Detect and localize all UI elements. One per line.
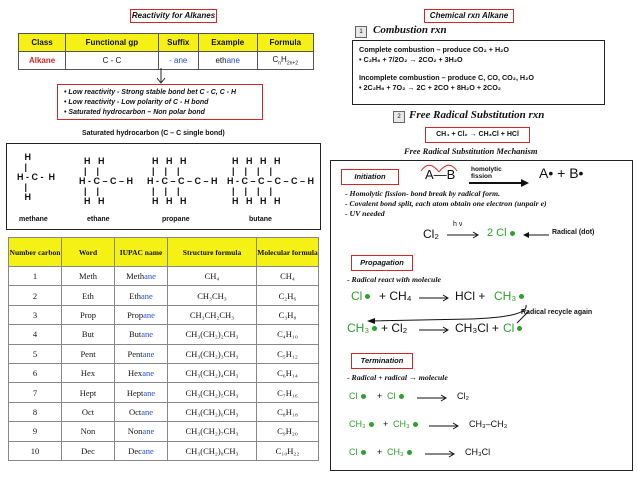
- header-suffix: Suffix: [158, 34, 198, 52]
- cell-number: 4: [9, 325, 62, 344]
- cell-word: But: [62, 325, 115, 344]
- cell-molecular: C₅H₁₂: [257, 344, 319, 363]
- saturated-caption: Saturated hydrocarbon (C – C single bond): [82, 130, 225, 137]
- class-table-row: [19, 52, 314, 70]
- cell-structure: CH₃(CH₂)₇CH₃: [168, 422, 257, 441]
- propagation-label: Propagation: [351, 255, 413, 271]
- cell-structure: CH₃(CH₂)₃CH₃: [168, 344, 257, 363]
- methane-label: methane: [19, 216, 48, 223]
- cell-molecular: C₇H₁₆: [257, 383, 319, 402]
- radical-dot-icon: [413, 422, 418, 427]
- prop-eq1-right: HCl +: [455, 289, 486, 303]
- header-number: Number carbon: [9, 238, 62, 267]
- methane-structure: H | H - C - H | H: [17, 152, 55, 202]
- pointer-arrow-icon: [523, 231, 549, 239]
- cell-molecular: C₆H₁₄: [257, 363, 319, 382]
- term-eq2-product: CH₃–CH₃: [469, 419, 508, 429]
- cell-structure: CH₃(CH₂)₄CH₃: [168, 363, 257, 382]
- radical-dot-icon: [519, 294, 524, 299]
- cell-structure: CH₃CH₃: [168, 286, 257, 305]
- homolytic-fission-label: homolytic fission: [471, 166, 502, 180]
- class-table: [18, 33, 314, 70]
- cell-number: 1: [9, 267, 62, 286]
- cell-molecular: C₃H₈: [257, 305, 319, 324]
- mechanism-title: Free Radical Substitution Mechanism: [404, 146, 538, 156]
- radical-dot-icon: [399, 394, 404, 399]
- cell-structure: CH₃CH₂CH₃: [168, 305, 257, 324]
- reactivity-bullets: [57, 84, 263, 120]
- hv-label: h ν: [453, 221, 463, 228]
- table-row: [9, 325, 319, 344]
- cell-word: Non: [62, 422, 115, 441]
- cell-number: 9: [9, 422, 62, 441]
- propane-label: propane: [162, 216, 190, 223]
- term-eq1-b: Cl: [387, 391, 404, 401]
- cell-molecular: CH₄: [257, 267, 319, 286]
- prop-eq2-left: CH₃: [347, 321, 377, 335]
- cell-iupac: Heptane: [115, 383, 168, 402]
- cell-number: 2: [9, 286, 62, 305]
- ethane-structure: H H | | H - C – C – H | | H H: [79, 156, 134, 206]
- incomplete-combustion-head: Incomplete combustion – produce C, CO, CO₂, H₂O: [359, 73, 534, 82]
- section-number-1: 1: [355, 26, 367, 38]
- butane-structure: H H H H | | | | H - C – C – C – C – H | | | | H H H H: [227, 156, 315, 206]
- table-row: [9, 267, 319, 286]
- bullet-item: • Low reactivity - Low polarity of C - H bond: [64, 99, 209, 106]
- right-title: Chemical rxn Alkane: [424, 9, 514, 23]
- combustion-box: [352, 40, 605, 105]
- radical-dot-icon: [372, 326, 377, 331]
- cell-iupac: Octane: [115, 402, 168, 421]
- header-example: Example: [198, 34, 257, 52]
- table-row: [9, 383, 319, 402]
- cell-word: Prop: [62, 305, 115, 324]
- radical-dot-icon: [517, 326, 522, 331]
- table-row: [9, 344, 319, 363]
- reaction-arrow-icon: [417, 394, 451, 402]
- reaction-arrow-icon: [429, 422, 463, 430]
- radical-dot-label: Radical (dot): [552, 229, 595, 236]
- table-row: [9, 286, 319, 305]
- alkane-table-header: [9, 238, 319, 267]
- header-structure: Structure formula: [168, 238, 257, 267]
- left-title: Reactivity for Alkanes: [130, 9, 217, 23]
- alkane-table: [8, 237, 319, 461]
- propane-structure: H H H | | | H - C – C – C – H | | | H H H: [147, 156, 218, 206]
- butane-label: butane: [249, 216, 272, 223]
- cell-suffix: - ane: [158, 52, 198, 70]
- prop-eq1-mid: + CH₄: [379, 289, 412, 303]
- cell-iupac: Propane: [115, 305, 168, 324]
- cell-word: Oct: [62, 402, 115, 421]
- term-eq1-a: Cl: [349, 391, 366, 401]
- cell-structure: CH₃(CH₂)₈CH₃: [168, 441, 257, 460]
- reaction-arrow-icon: [419, 326, 453, 334]
- bullet-item: • Saturated hydrocarbon – Non polar bond: [64, 109, 205, 116]
- radical-dot-icon: [407, 450, 412, 455]
- initiation-note-3: - UV needed: [345, 209, 385, 218]
- term-eq2-a: CH₃: [349, 419, 374, 429]
- complete-combustion-head: Complete combustion – produce CO₂ + H₂O: [359, 45, 509, 54]
- reaction-arrow-icon: [469, 179, 529, 187]
- cell-iupac: Hexane: [115, 363, 168, 382]
- radical-dot-icon: [365, 294, 370, 299]
- ethane-label: ethane: [87, 216, 110, 223]
- initiation-note-1: - Homolytic fission- bond break by radical form.: [345, 189, 501, 198]
- alkane-table-body: [9, 267, 319, 461]
- termination-label: Termination: [351, 353, 413, 369]
- table-row: [9, 422, 319, 441]
- cell-number: 6: [9, 363, 62, 382]
- cell-iupac: Decane: [115, 441, 168, 460]
- cell-number: 3: [9, 305, 62, 324]
- reaction-arrow-icon: [425, 450, 459, 458]
- mechanism-box: [330, 160, 633, 471]
- header-iupac: IUPAC name: [115, 238, 168, 267]
- radical-dot-icon: [361, 394, 366, 399]
- prop-eq2-right: CH₃Cl +: [455, 321, 499, 335]
- cell-word: Meth: [62, 267, 115, 286]
- cl-radicals: 2 Cl: [487, 227, 515, 239]
- radical-dot-icon: [510, 231, 515, 236]
- initiation-label: Initiation: [341, 169, 399, 185]
- incomplete-combustion-eq: • 2C₂H₆ + 7O₂ → 2C + 2CO + 8H₂O + 2CO₂: [359, 82, 501, 92]
- cell-class: Alkane: [19, 52, 66, 70]
- combustion-title: Combustion rxn: [373, 24, 447, 36]
- term-plus: +: [383, 419, 389, 429]
- header-formula: Formula: [257, 34, 313, 52]
- cell-iupac: Ethane: [115, 286, 168, 305]
- free-radical-formula: CH₄ + Cl₂ → CH₃Cl + HCl: [425, 127, 530, 143]
- cell-structure: CH₃(CH₂)₆CH₃: [168, 402, 257, 421]
- cell-word: Hept: [62, 383, 115, 402]
- cell-word: Hex: [62, 363, 115, 382]
- prop-eq1-left: Cl: [351, 289, 370, 303]
- term-eq3-b: CH₃: [387, 447, 412, 457]
- cell-molecular: C₁₀H₂₂: [257, 441, 319, 460]
- cell-iupac: Pentane: [115, 344, 168, 363]
- cell-number: 7: [9, 383, 62, 402]
- table-row: [9, 402, 319, 421]
- cell-iupac: Nonane: [115, 422, 168, 441]
- cell-number: 10: [9, 441, 62, 460]
- cell-iupac: Butane: [115, 325, 168, 344]
- cell-group: C - C: [66, 52, 159, 70]
- complete-combustion-eq: • C₂H₆ + 7/2O₂ → 2CO₂ + 3H₂O: [359, 54, 463, 64]
- cell-word: Pent: [62, 344, 115, 363]
- cell-example: ethane: [198, 52, 257, 70]
- cell-word: Eth: [62, 286, 115, 305]
- ab-bond: A—B: [425, 167, 456, 182]
- prop-eq2-mid: + Cl₂: [381, 321, 408, 335]
- term-plus: +: [377, 447, 383, 457]
- reaction-arrow-icon: [419, 294, 453, 302]
- radical-dot-icon: [369, 422, 374, 427]
- cell-iupac: Methane: [115, 267, 168, 286]
- cell-structure: CH₃(CH₂)₂CH₃: [168, 325, 257, 344]
- initiation-products: A• + B•: [539, 165, 584, 181]
- cell-structure: CH₃(CH₂)₅CH₃: [168, 383, 257, 402]
- term-plus: +: [377, 391, 383, 401]
- bullet-item: • Low reactivity - Strong stable bond bet C - C, C - H: [64, 89, 237, 96]
- propagation-note: - Radical react with molecule: [347, 275, 441, 284]
- header-molecular: Molecular formula: [257, 238, 319, 267]
- cell-structure: CH₄: [168, 267, 257, 286]
- table-row: [9, 441, 319, 460]
- cell-number: 8: [9, 402, 62, 421]
- term-eq3-a: Cl: [349, 447, 366, 457]
- recycle-label: Radical recycle again: [521, 309, 593, 316]
- table-row: [9, 305, 319, 324]
- free-radical-title: Free Radical Substitution rxn: [409, 109, 545, 121]
- cell-molecular: C₈H₁₈: [257, 402, 319, 421]
- header-class: Class: [19, 34, 66, 52]
- header-word: Word: [62, 238, 115, 267]
- cell-molecular: C₂H₆: [257, 286, 319, 305]
- cl2-reactant: Cl₂: [423, 227, 439, 241]
- initiation-note-2: - Covalent bond split, each atom obtain one electron (unpair e): [345, 199, 547, 208]
- prop-eq2-product: Cl: [503, 321, 522, 335]
- class-table-header: [19, 34, 314, 52]
- cell-molecular: C₉H₂₀: [257, 422, 319, 441]
- section-number-2: 2: [393, 111, 405, 123]
- cell-number: 5: [9, 344, 62, 363]
- termination-note: - Radical + radical → molecule: [347, 373, 448, 382]
- header-functional-gp: Functional gp: [66, 34, 159, 52]
- radical-dot-icon: [361, 450, 366, 455]
- uv-arrow-icon: [447, 231, 483, 239]
- table-row: [9, 363, 319, 382]
- prop-eq1-product: CH₃: [494, 289, 524, 303]
- term-eq3-product: CH₃Cl: [465, 447, 491, 457]
- structure-box: [6, 143, 321, 230]
- cell-molecular: C₄H₁₀: [257, 325, 319, 344]
- cell-formula: $C_nH_{2n+2}$: [257, 52, 313, 70]
- term-eq2-b: CH₃: [393, 419, 418, 429]
- term-eq1-product: Cl₂: [457, 391, 469, 401]
- cell-word: Dec: [62, 441, 115, 460]
